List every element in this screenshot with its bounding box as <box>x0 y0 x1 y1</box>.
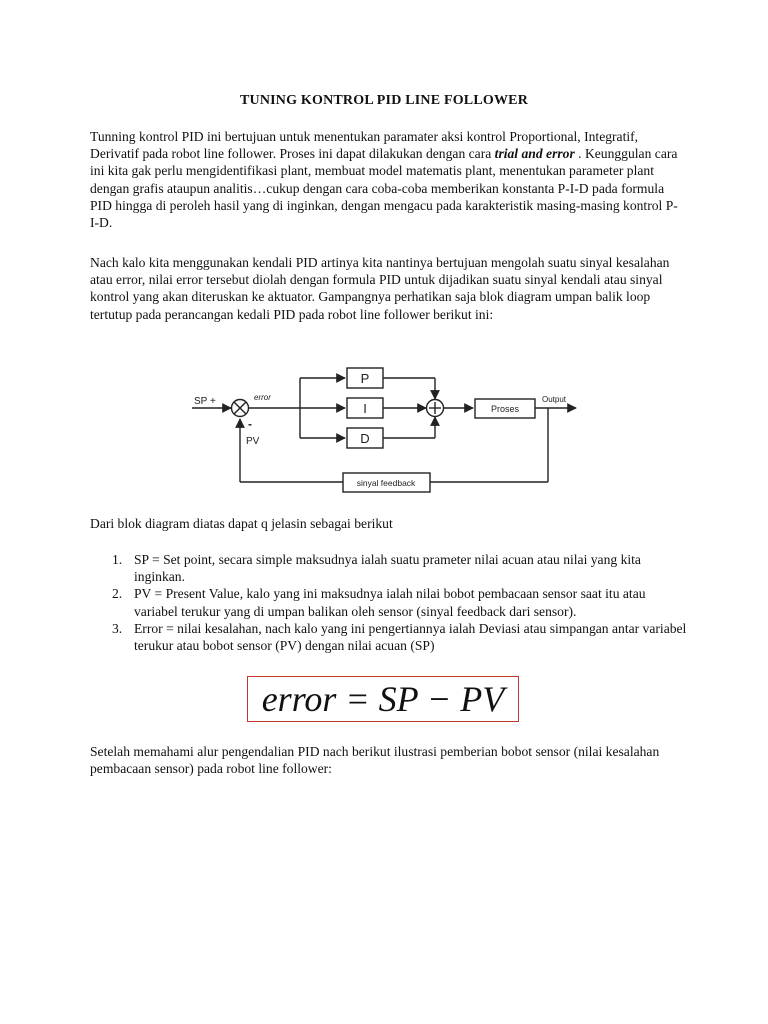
list-number: 2. <box>112 586 123 602</box>
list-number: 1. <box>112 552 123 567</box>
definition-pv: PV = Present Value, kalo yang ini maksudnya ialah nilai bobot pembacaan sensor saat itu atau variabel terukur yang di umpan balikan oleh sensor (sinyal feedback dari sensor). <box>134 586 646 619</box>
definitions-list <box>90 551 690 654</box>
output-label: Output <box>542 395 567 404</box>
page-title: TUNING KONTROL PID LINE FOLLOWER <box>240 93 528 108</box>
definition-sp: SP = Set point, secara simple maksudnya ialah suatu prameter nilai acuan atau nilai yang kita inginkan. <box>134 552 641 585</box>
list-item <box>90 551 690 585</box>
paragraph-intro-text-cont: . Keunggulan cara ini kita gak perlu mengidentifikasi plant, membuat model matematis plant, menentukan parameter plant dengan grafis ataupun analitis…cukup dengan cara coba-coba memberikan konstanta P-I-D pada formula PID hingga di peroleh hasil yang di inginkan, dengan mengacu pada karakteristik masing-masing kontrol P-I-D. <box>90 146 678 231</box>
i-label: I <box>363 401 367 416</box>
sp-label: SP + <box>194 396 216 407</box>
proses-label: Proses <box>490 404 520 414</box>
error-label: error <box>254 393 271 402</box>
feedback-label: sinyal feedback <box>356 478 416 488</box>
d-label: D <box>360 431 370 446</box>
paragraph-explain-intro: Dari blok diagram diatas dapat q jelasin sebagai berikut <box>90 516 393 531</box>
list-item <box>90 620 690 654</box>
pid-block-diagram <box>190 362 580 497</box>
error-formula: error = SP − PV <box>247 676 519 722</box>
pv-label: PV <box>246 436 260 447</box>
paragraph-closing: Setelah memahami alur pengendalian PID nach berikut ilustrasi pemberian bobot sensor (nilai kesalahan pembacaan sensor) pada robot line follower: <box>90 744 660 777</box>
list-number: 3. <box>112 620 123 636</box>
paragraph-pid-explanation: Nach kalo kita menggunakan kendali PID artinya kita nantinya bertujuan mengolah suatu sinyal kesalahan atau error, nilai error tersebut diolah dengan formula PID untuk dijadikan suatu sinyal kendali atau sinyal kontrol yang akan diteruskan ke aktuator. Gampangnya perhatikan saja blok diagram umpan balik loop tertutup pada perancangan kedali PID pada robot line follower berikut ini: <box>90 255 670 322</box>
paragraph-intro <box>90 128 685 231</box>
paragraph-intro-text: Tunning kontrol PID ini bertujuan untuk menentukan paramater aksi kontrol Proportional, Integratif, Derivatif pada robot line follower. Proses ini dapat dilakukan dengan cara <box>90 129 639 162</box>
minus-label: - <box>248 417 252 431</box>
definition-error: Error = nilai kesalahan, nach kalo yang ini pengertiannya ialah Deviasi atau simpangan antar variabel terukur atau bobot sensor (PV) dengan nilai acuan (SP) <box>134 620 687 654</box>
emphasis-trial-and-error: trial and error <box>494 146 575 162</box>
list-item <box>90 585 690 619</box>
p-label: P <box>360 371 370 386</box>
